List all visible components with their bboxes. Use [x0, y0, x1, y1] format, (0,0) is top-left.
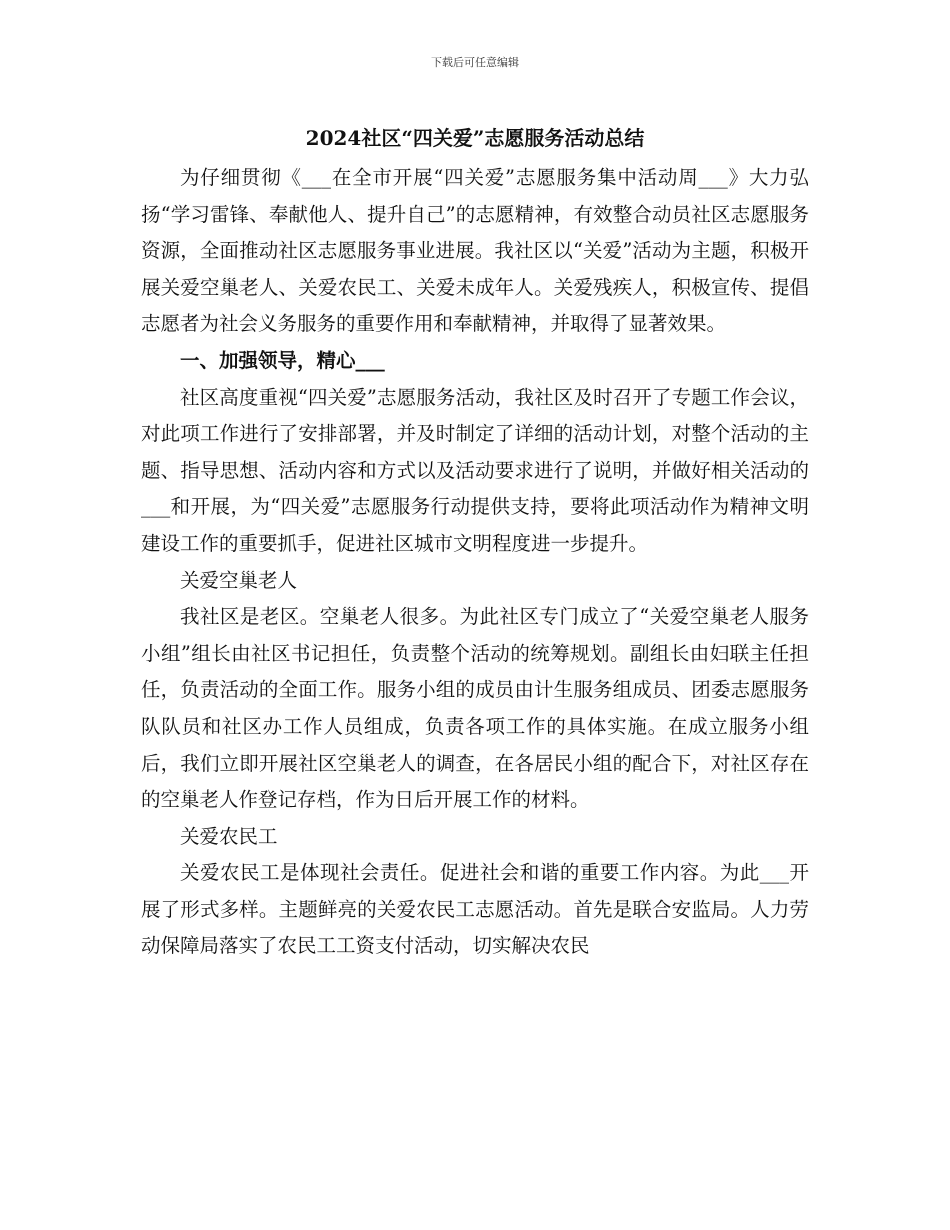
body-paragraph: 我社区是老区。空巢老人很多。为此社区专门成立了“关爱空巢老人服务小组”组长由社区书记担任，负责整个活动的统筹规划。副组长由妇联主任担任，负责活动的全面工作。服务小组的成员由计生服务组成员、团委志愿服务队队员和社区办工作人员组成，负责各项工作的具体实施。在成立服务小组后，我们立即开展社区空巢老人的调查，在各居民小组的配合下，对社区存在的空巢老人作登记存档，作为日后开展工作的材料。: [141, 605, 809, 812]
document-title: 2024社区“四关爱”志愿服务活动总结: [305, 126, 645, 150]
page-header-note: 下载后可任意编辑: [431, 56, 519, 69]
body-paragraph: 关爱农民工是体现社会责任。促进社会和谐的重要工作内容。为此___开展了形式多样。主题鲜亮的关爱农民工志愿活动。首先是联合安监局。人力劳动保障局落实了农民工工资支付活动，切实解决农民: [141, 861, 809, 958]
subsection-heading: 关爱农民工: [180, 824, 278, 848]
intro-paragraph: 为仔细贯彻《___在全市开展“四关爱”志愿服务集中活动周___》大力弘扬“学习雷锋、奉献他人、提升自己”的志愿精神，有效整合动员社区志愿服务资源，全面推动社区志愿服务事业进展。我社区以“关爱”活动为主题，积极开展关爱空巢老人、关爱农民工、关爱未成年人。关爱残疾人，积极宣传、提倡志愿者为社会义务服务的重要作用和奉献精神，并取得了显著效果。: [141, 166, 809, 336]
document-body: [141, 160, 809, 965]
body-paragraph: 社区高度重视“四关爱”志愿服务活动，我社区及时召开了专题工作会议，对此项工作进行了安排部署，并及时制定了详细的活动计划，对整个活动的主题、指导思想、活动内容和方式以及活动要求进行了说明，并做好相关活动的___和开展，为“四关爱”志愿服务行动提供支持，要将此项活动作为精神文明建设工作的重要抓手，促进社区城市文明程度进一步提升。: [141, 385, 809, 555]
subsection-heading: 关爱空巢老人: [180, 568, 298, 592]
section-heading: 一、加强领导，精心___: [180, 348, 385, 372]
